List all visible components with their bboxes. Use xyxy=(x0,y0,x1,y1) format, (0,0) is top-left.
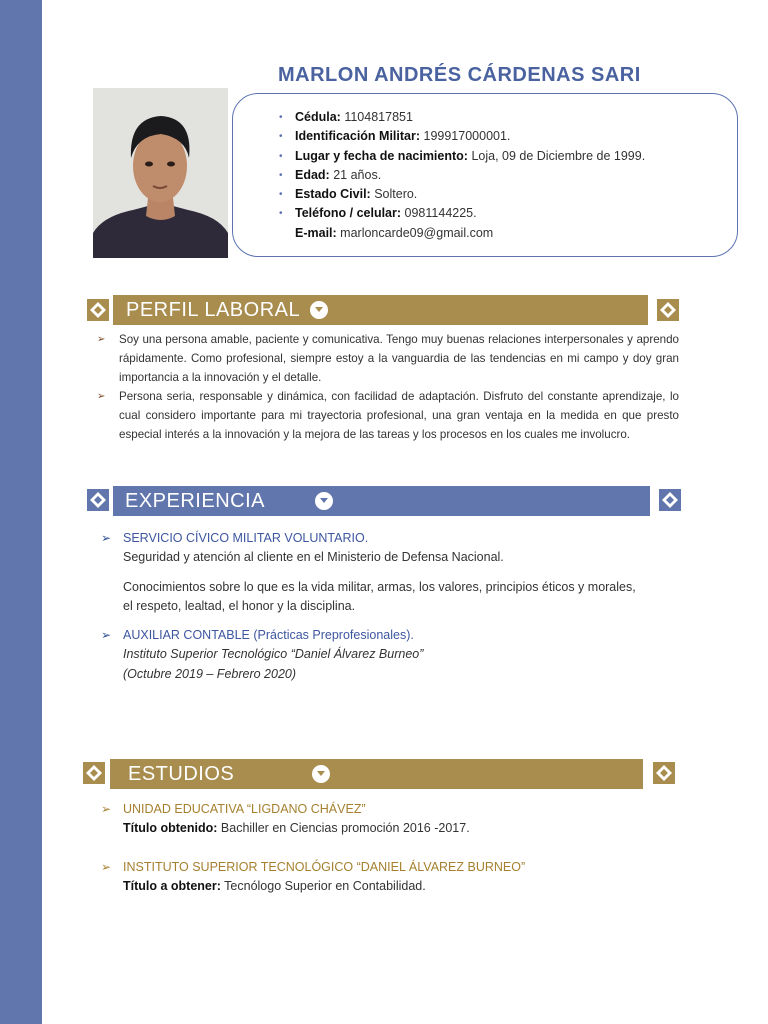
info-value: Loja, 09 de Diciembre de 1999. xyxy=(471,148,646,163)
experience-detail: Seguridad y atención al cliente en el Ministerio de Defensa Nacional. xyxy=(123,550,504,564)
perfil-paragraph: ➢ Persona seria, responsable y dinámica, con facilidad de adaptación. Disfruto del constante aprendizaje, lo cual considero importante para mi trayectoria profesional, una gran ventaja en la medida en que presto especial interés a la innovación y la mejora de las tareas y los procesos en los cuales me involucro. xyxy=(95,387,679,444)
info-item xyxy=(279,127,645,146)
candidate-name: MARLON ANDRÉS CÁRDENAS SARI xyxy=(278,64,641,86)
diamond-ornament-icon xyxy=(653,762,675,784)
section-title-experiencia: EXPERIENCIA xyxy=(125,489,265,512)
experience-item xyxy=(101,529,661,617)
info-value: marloncarde09@gmail.com xyxy=(340,225,494,240)
info-item xyxy=(279,185,645,204)
chevron-down-icon[interactable] xyxy=(315,492,333,510)
arrow-bullet-icon: ➢ xyxy=(101,628,112,642)
experience-institution: Instituto Superior Tecnológico “Daniel Álvarez Burneo” xyxy=(123,647,424,661)
info-label: Identificación Militar: xyxy=(295,129,421,144)
info-label: E-mail: xyxy=(295,225,337,240)
arrow-bullet-icon: ➢ xyxy=(101,531,112,545)
section-header-experiencia xyxy=(113,486,650,516)
education-title: ➢ INSTITUTO SUPERIOR TECNOLÓGICO “DANIEL ÁLVAREZ BURNEO” xyxy=(101,858,661,877)
experience-item xyxy=(101,626,661,684)
section-header-perfil xyxy=(113,295,648,325)
profile-photo xyxy=(93,88,228,258)
info-label: Teléfono / celular: xyxy=(295,206,402,221)
info-value: Soltero. xyxy=(374,187,418,202)
education-title: ➢ UNIDAD EDUCATIVA “LIGDANO CHÁVEZ” xyxy=(101,800,661,819)
perfil-paragraph: ➢ Soy una persona amable, paciente y comunicativa. Tengo muy buenas relaciones interpersonales y aprendo rápidamente. Como profesional, siempre estoy a la vanguardia de las tendencias en mi campo y doy gran importancia a la innovación y el detalle. xyxy=(95,330,679,387)
section-header-estudios xyxy=(110,759,643,789)
info-item xyxy=(279,108,645,127)
arrow-bullet-icon: ➢ xyxy=(101,860,112,874)
diamond-ornament-icon xyxy=(87,489,109,511)
bullet-dot-icon: • xyxy=(279,169,283,181)
experience-dates: (Octubre 2019 – Febrero 2020) xyxy=(123,666,297,681)
experience-title: ➢ SERVICIO CÍVICO MILITAR VOLUNTARIO. xyxy=(101,529,661,548)
info-value: 199917000001. xyxy=(423,129,511,144)
experience-title: ➢ AUXILIAR CONTABLE (Prácticas Preprofesionales). xyxy=(101,626,661,645)
info-label: Estado Civil: xyxy=(295,187,371,202)
diamond-ornament-icon xyxy=(659,489,681,511)
info-label: Cédula: xyxy=(295,110,341,124)
bullet-dot-icon: • xyxy=(279,208,283,220)
arrow-bullet-icon: ➢ xyxy=(101,802,112,816)
info-label: Edad: xyxy=(295,167,330,182)
personal-info-list xyxy=(279,108,646,243)
bullet-dot-icon: • xyxy=(279,112,283,123)
chevron-down-icon[interactable] xyxy=(312,765,330,783)
info-item xyxy=(279,204,645,223)
section-title-estudios: ESTUDIOS xyxy=(128,762,235,785)
diamond-ornament-icon xyxy=(657,299,679,321)
info-value: 0981144225. xyxy=(404,206,477,221)
bullet-dot-icon: • xyxy=(279,189,283,201)
chevron-down-icon[interactable] xyxy=(310,301,328,319)
education-detail: Título obtenido: Bachiller en Ciencias promoción 2016 -2017. xyxy=(123,821,470,835)
section-title-perfil: PERFIL LABORAL xyxy=(126,298,301,321)
education-item xyxy=(101,858,661,897)
info-item xyxy=(279,166,645,185)
info-label: Lugar y fecha de nacimiento: xyxy=(295,148,468,163)
info-value: 1104817851 xyxy=(344,110,413,124)
diamond-ornament-icon xyxy=(83,762,105,784)
arrow-bullet-icon: ➢ xyxy=(97,391,106,402)
education-detail: Título a obtener: Tecnólogo Superior en Contabilidad. xyxy=(123,879,426,893)
info-item xyxy=(279,147,646,166)
bullet-dot-icon: • xyxy=(279,150,283,162)
perfil-paragraph-list xyxy=(95,330,679,444)
diamond-ornament-icon xyxy=(87,299,109,321)
left-sidebar-bar xyxy=(0,0,42,1024)
info-value: 21 años. xyxy=(333,167,382,182)
education-item xyxy=(101,800,661,839)
experience-detail: Conocimientos sobre lo que es la vida militar, armas, los valores, principios éticos y morales, el respeto, lealtad, el honor y la disciplina. xyxy=(123,579,636,613)
bullet-dot-icon: • xyxy=(279,131,283,143)
personal-info-box xyxy=(232,93,738,257)
info-item xyxy=(295,224,645,243)
person-portrait-icon xyxy=(93,88,228,258)
arrow-bullet-icon: ➢ xyxy=(97,334,106,345)
